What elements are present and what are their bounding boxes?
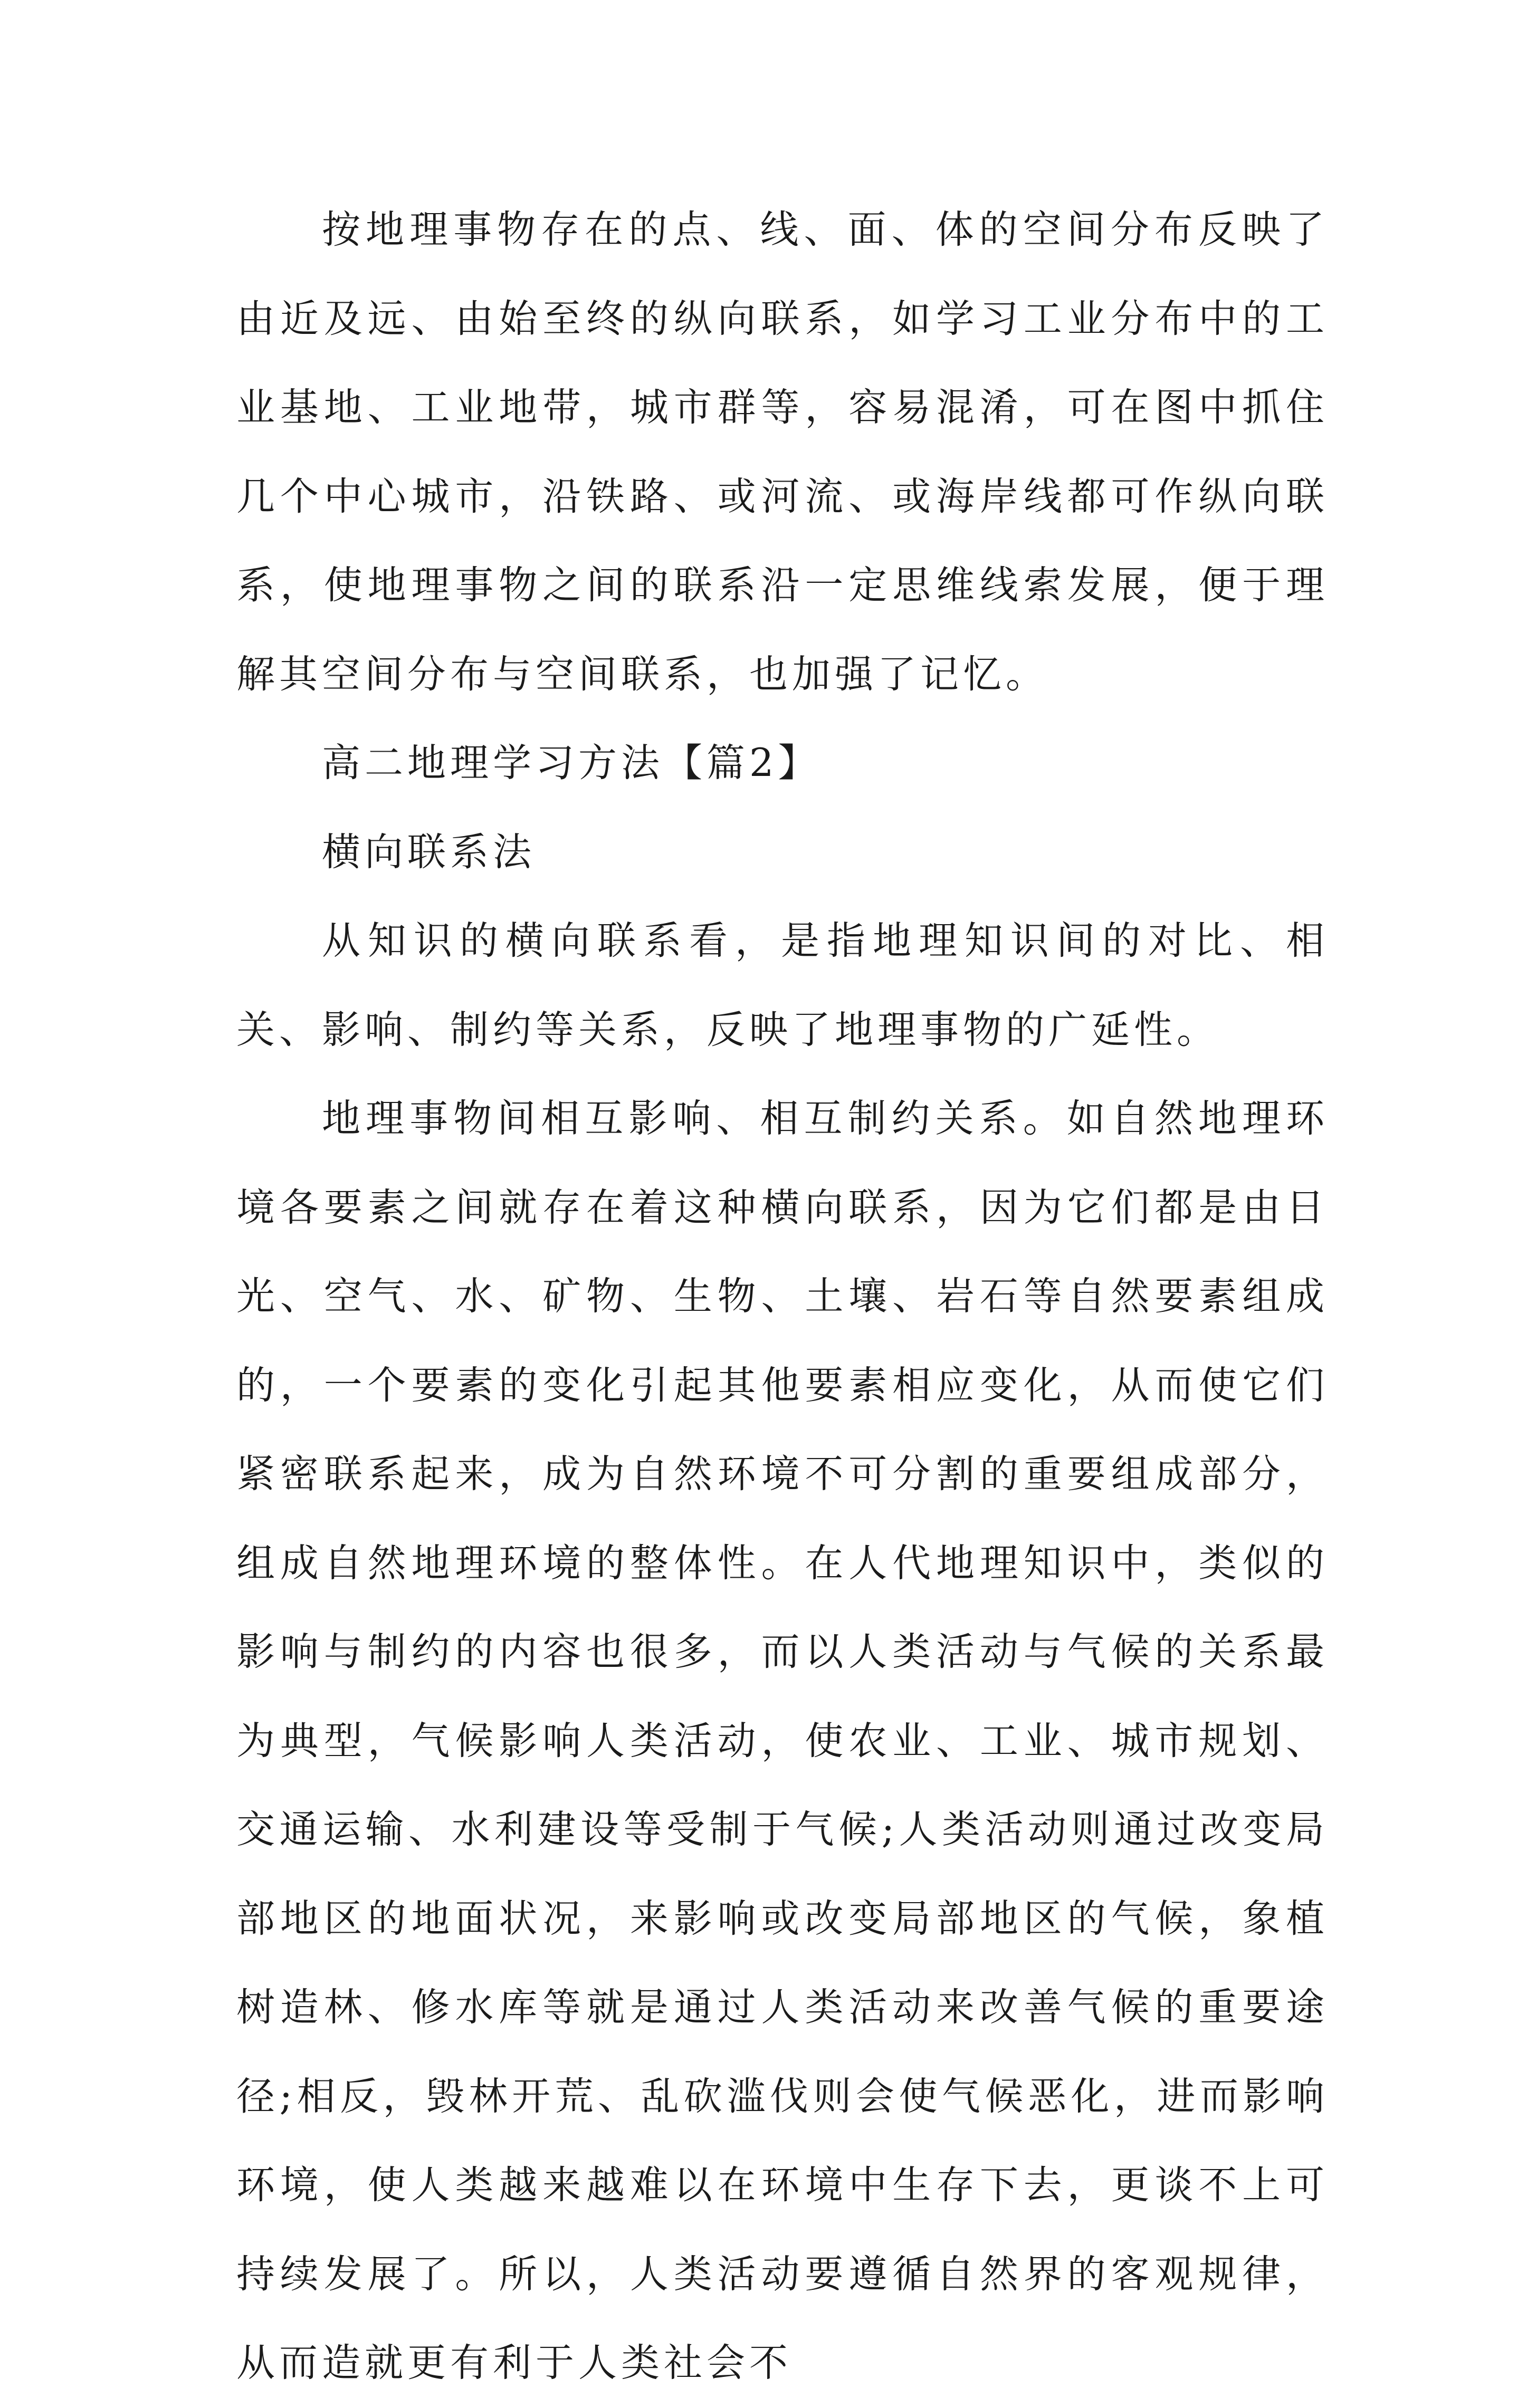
paragraph: 地理事物间相互影响、相互制约关系。如自然地理环境各要素之间就存在着这种横向联系，因为它们都是由日光、空气、水、矿物、生物、土壤、岩石等自然要素组成的，一个要素的变化引起其他要素相应变化，从而使它们紧密联系起来，成为自然环境不可分割的重要组成部分，组成自然地理环境的整体性。在人代地理知识中，类似的影响与制约的内容也很多，而以人类活动与气候的关系最为典型，气候影响人类活动，使农业、工业、城市规划、交通运输、水利建设等受制于气候;人类活动则通过改变局部地区的地面状况，来影响或改变局部地区的气候，象植树造林、修水库等就是通过人类活动来改善气候的重要途径;相反，毁林开荒、乱砍滥伐则会使气候恶化，进而影响环境，使人类越来越难以在环境中生存下去，更谈不上可持续发展了。所以，人类活动要遵循自然界的客观规律，从而造就更有利于人类社会不 bbox=[236, 1096, 1329, 2385]
document-body bbox=[236, 186, 1329, 2408]
paragraph: 从知识的横向联系看，是指地理知识间的对比、相关、影响、制约等关系，反映了地理事物的广延性。 bbox=[236, 918, 1329, 1052]
section-heading: 高二地理学习方法【篇2】 bbox=[322, 741, 821, 785]
paragraph: 按地理事物存在的点、线、面、体的空间分布反映了由近及远、由始至终的纵向联系，如学习工业分布中的工业基地、工业地带，城市群等，容易混淆，可在图中抓住几个中心城市，沿铁路、或河流、或海岸线都可作纵向联系，使地理事物之间的联系沿一定思维线索发展，便于理解其空间分布与空间联系，也加强了记忆。 bbox=[236, 207, 1329, 697]
subsection-heading: 横向联系法 bbox=[322, 829, 536, 875]
